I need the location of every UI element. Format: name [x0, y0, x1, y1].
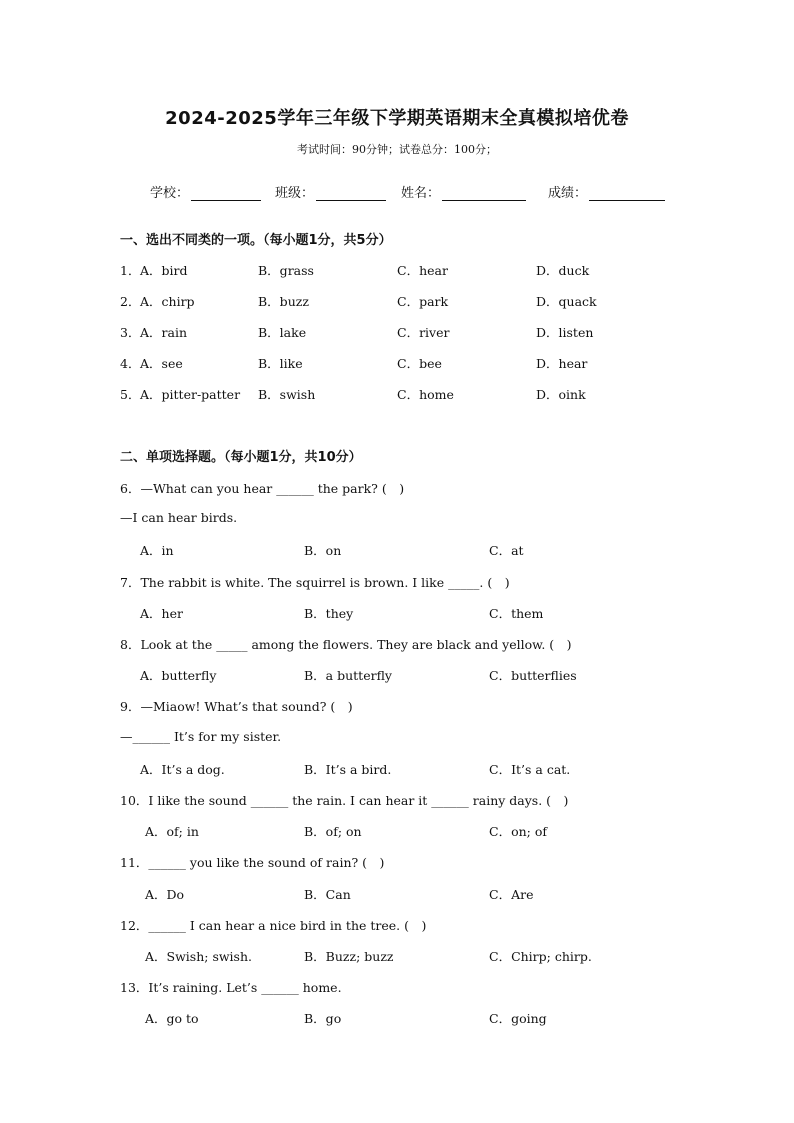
question-8-option-b[interactable]: B．a butterfly: [304, 668, 392, 683]
question-6-option-c[interactable]: C．at: [489, 543, 524, 558]
field-name-label: 姓名：: [401, 186, 441, 201]
field-name: [401, 182, 526, 201]
field-score-blank[interactable]: [589, 186, 665, 201]
question-10-option-c[interactable]: C．on; of: [489, 824, 547, 839]
field-school-label: 学校：: [150, 186, 190, 201]
option-b[interactable]: B．grass: [258, 263, 314, 278]
question-11-option-c[interactable]: C．Are: [489, 887, 534, 902]
field-score-label: 成绩：: [548, 186, 588, 201]
question-12-option-a[interactable]: A．Swish; swish.: [145, 949, 252, 964]
question-6-stem: 6．—What can you hear ______ the park? ( ): [120, 481, 405, 496]
option-c[interactable]: C．hear: [397, 263, 448, 278]
option-c[interactable]: C．river: [397, 325, 450, 340]
question-6-reply: —I can hear birds.: [120, 510, 238, 525]
option-a[interactable]: A．bird: [140, 263, 188, 278]
question-6-option-b[interactable]: B．on: [304, 543, 342, 558]
question-9-reply: —______ It’s for my sister.: [120, 729, 282, 744]
field-class-blank[interactable]: [316, 186, 386, 201]
option-b[interactable]: B．swish: [258, 387, 316, 402]
field-name-blank[interactable]: [442, 186, 526, 201]
item-number: 4．: [120, 356, 141, 371]
question-7-option-b[interactable]: B．they: [304, 606, 354, 621]
question-8-stem: 8．Look at the _____ among the flowers. They are black and yellow. ( ): [120, 637, 572, 652]
exam-subtitle: 考试时间：90分钟；试卷总分：100分；: [297, 143, 497, 156]
question-9-option-c[interactable]: C．It’s a cat.: [489, 762, 571, 777]
item-number: 2．: [120, 294, 141, 309]
option-b[interactable]: B．lake: [258, 325, 307, 340]
item-number: 1．: [120, 263, 141, 278]
option-d[interactable]: D．listen: [536, 325, 594, 340]
question-12-option-c[interactable]: C．Chirp; chirp.: [489, 949, 592, 964]
option-c[interactable]: C．home: [397, 387, 454, 402]
question-11-option-a[interactable]: A．Do: [145, 887, 185, 902]
option-d[interactable]: D．oink: [536, 387, 586, 402]
option-c[interactable]: C．bee: [397, 356, 442, 371]
item-number: 5．: [120, 387, 141, 402]
item-number: 3．: [120, 325, 141, 340]
option-a[interactable]: A．rain: [140, 325, 188, 340]
question-7-option-c[interactable]: C．them: [489, 606, 544, 621]
question-11-option-b[interactable]: B．Can: [304, 887, 351, 902]
question-10-option-a[interactable]: A．of; in: [145, 824, 199, 839]
question-7-stem: 7．The rabbit is white. The squirrel is brown. I like _____. ( ): [120, 575, 510, 590]
question-8-option-c[interactable]: C．butterflies: [489, 668, 577, 683]
option-d[interactable]: D．duck: [536, 263, 590, 278]
question-9-option-b[interactable]: B．It’s a bird.: [304, 762, 392, 777]
question-8-option-a[interactable]: A．butterfly: [140, 668, 217, 683]
field-school: [150, 182, 261, 201]
option-a[interactable]: A．pitter-patter: [140, 387, 241, 402]
question-13-option-c[interactable]: C．going: [489, 1011, 547, 1026]
question-12-option-b[interactable]: B．Buzz; buzz: [304, 949, 394, 964]
option-d[interactable]: D．quack: [536, 294, 597, 309]
option-b[interactable]: B．buzz: [258, 294, 309, 309]
option-c[interactable]: C．park: [397, 294, 449, 309]
question-10-option-b[interactable]: B．of; on: [304, 824, 362, 839]
question-6-option-a[interactable]: A．in: [140, 543, 174, 558]
question-13-option-b[interactable]: B．go: [304, 1011, 342, 1026]
page-title: 2024-2025学年三年级下学期英语期末全真模拟培优卷: [165, 108, 629, 129]
field-class-label: 班级：: [275, 186, 315, 201]
section2-heading: 二、单项选择题。（每小题1分，共10分）: [120, 450, 362, 465]
question-10-stem: 10．I like the sound ______ the rain. I can hear it ______ rainy days. ( ): [120, 793, 569, 808]
option-a[interactable]: A．chirp: [140, 294, 195, 309]
question-13-option-a[interactable]: A．go to: [145, 1011, 199, 1026]
field-score: [548, 182, 665, 201]
question-9-stem: 9．—Miaow! What’s that sound? ( ): [120, 699, 353, 714]
question-12-stem: 12．______ I can hear a nice bird in the tree. ( ): [120, 918, 427, 933]
question-13-stem: 13．It’s raining. Let’s ______ home.: [120, 980, 342, 995]
question-11-stem: 11．______ you like the sound of rain? ( ): [120, 855, 385, 870]
option-b[interactable]: B．like: [258, 356, 303, 371]
field-class: [275, 182, 386, 201]
option-a[interactable]: A．see: [140, 356, 183, 371]
question-9-option-a[interactable]: A．It’s a dog.: [140, 762, 225, 777]
section1-heading: 一、选出不同类的一项。（每小题1分，共5分）: [120, 233, 392, 248]
option-d[interactable]: D．hear: [536, 356, 588, 371]
question-7-option-a[interactable]: A．her: [140, 606, 183, 621]
field-school-blank[interactable]: [191, 186, 261, 201]
